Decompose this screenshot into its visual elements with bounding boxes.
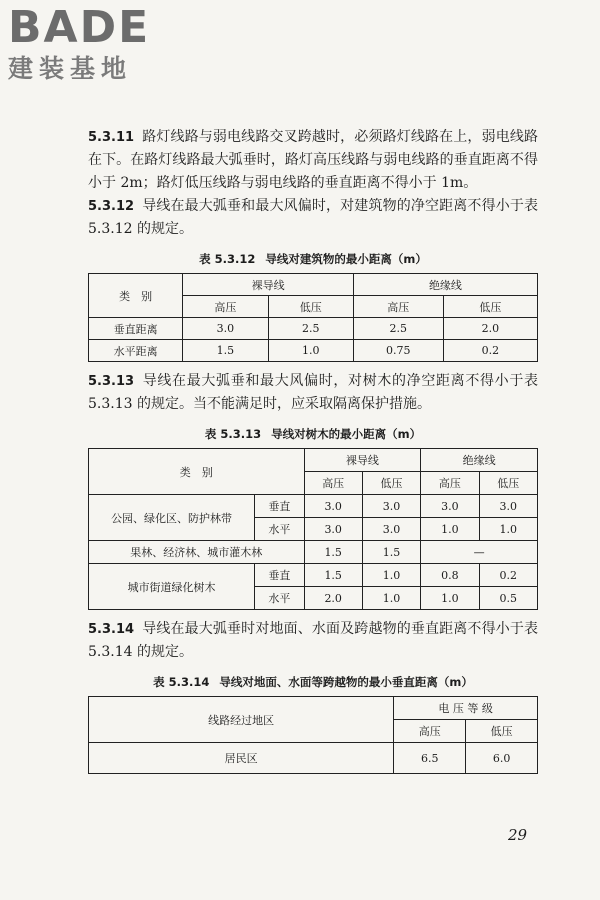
row-label: 公园、绿化区、防护林带: [89, 495, 255, 541]
table-number: 表 5.3.13: [204, 427, 262, 441]
cell: 1.5: [183, 340, 268, 362]
table-5-3-14: [88, 696, 538, 774]
table-5-3-13-caption: [88, 426, 538, 442]
row-label: 城市街道绿化树木: [89, 564, 255, 610]
cell: 6.5: [394, 743, 466, 774]
header-low-voltage: 低压: [479, 472, 537, 495]
cell: 1.5: [304, 564, 362, 587]
cell: 0.2: [479, 564, 537, 587]
clause-text: 导线在最大弧垂和最大风偏时，对树木的净空距离不得小于表 5.3.13 的规定。当不能满足时，应采取隔离保护措施。: [88, 373, 538, 412]
table-row: [89, 340, 538, 362]
table-row: [89, 318, 538, 340]
header-high-voltage: 高压: [421, 472, 479, 495]
clause-text: 导线在最大弧垂和最大风偏时，对建筑物的净空距离不得小于表 5.3.12 的规定。: [88, 198, 538, 237]
logo-chinese: 建装基地: [8, 54, 133, 83]
page-content: [88, 126, 538, 774]
page-number: 29: [508, 826, 528, 844]
cell: 1.0: [362, 564, 420, 587]
header-voltage-level: 电 压 等 级: [394, 697, 538, 720]
cell: 1.0: [421, 587, 479, 610]
cell: 6.0: [466, 743, 538, 774]
clause-number: 5.3.11: [88, 130, 135, 145]
cell: 1.5: [362, 541, 420, 564]
clause-number: 5.3.14: [88, 622, 135, 637]
header-category: 类 别: [89, 274, 183, 318]
table-number: 表 5.3.12: [199, 252, 256, 266]
row-label: 居民区: [89, 743, 394, 774]
sub-label: 水平: [255, 587, 304, 610]
cell-not-applicable: —: [421, 541, 538, 564]
table-title: 导线对地面、水面等跨越物的最小垂直距离（m）: [219, 675, 473, 689]
header-low-voltage: 低压: [443, 296, 537, 318]
cell: 3.0: [362, 495, 420, 518]
header-high-voltage: 高压: [353, 296, 443, 318]
clause-text: 导线在最大弧垂时对地面、水面及跨越物的垂直距离不得小于表 5.3.14 的规定。: [88, 621, 538, 660]
header-low-voltage: 低压: [466, 720, 538, 743]
logo-latin: BADE: [8, 2, 151, 53]
row-label: 垂直距离: [89, 318, 183, 340]
cell: 1.5: [304, 541, 362, 564]
cell: 1.0: [479, 518, 537, 541]
sub-label: 水平: [255, 518, 304, 541]
header-route-area: 线路经过地区: [89, 697, 394, 743]
cell: 3.0: [304, 518, 362, 541]
row-label: 果林、经济林、城市灌木林: [89, 541, 305, 564]
clause-text: 路灯线路与弱电线路交叉跨越时，必须路灯线路在上，弱电线路在下。在路灯线路最大弧垂时，路灯高压线路与弱电线路的垂直距离不得小于 2m；路灯低压线路与弱电线路的垂直距离不得小于 1m。: [88, 129, 538, 191]
cell: 1.0: [421, 518, 479, 541]
cell: 1.0: [268, 340, 353, 362]
logo: [8, 4, 150, 84]
clause-5-3-13: [88, 370, 538, 416]
header-high-voltage: 高压: [394, 720, 466, 743]
cell: 1.0: [362, 587, 420, 610]
header-high-voltage: 高压: [183, 296, 268, 318]
header-low-voltage: 低压: [362, 472, 420, 495]
table-5-3-12: [88, 273, 538, 362]
clause-number: 5.3.12: [88, 199, 135, 214]
clause-5-3-12: [88, 195, 538, 241]
table-row: [89, 495, 538, 518]
header-bare-conductor: 裸导线: [183, 274, 354, 296]
cell: 0.2: [443, 340, 537, 362]
cell: 0.75: [353, 340, 443, 362]
clause-number: 5.3.13: [88, 374, 135, 389]
header-low-voltage: 低压: [268, 296, 353, 318]
table-number: 表 5.3.14: [153, 675, 210, 689]
cell: 3.0: [362, 518, 420, 541]
cell: 3.0: [421, 495, 479, 518]
header-insulated-wire: 绝缘线: [421, 449, 538, 472]
cell: 2.0: [443, 318, 537, 340]
cell: 2.5: [268, 318, 353, 340]
sub-label: 垂直: [255, 564, 304, 587]
table-5-3-13: [88, 448, 538, 610]
header-bare-conductor: 裸导线: [304, 449, 421, 472]
cell: 2.0: [304, 587, 362, 610]
clause-5-3-14: [88, 618, 538, 664]
header-high-voltage: 高压: [304, 472, 362, 495]
table-title: 导线对建筑物的最小距离（m）: [265, 252, 427, 266]
header-category: 类 别: [89, 449, 305, 495]
table-row: [89, 564, 538, 587]
table-row: [89, 541, 538, 564]
row-label: 水平距离: [89, 340, 183, 362]
cell: 0.5: [479, 587, 537, 610]
cell: 0.8: [421, 564, 479, 587]
cell: 3.0: [183, 318, 268, 340]
table-row: [89, 743, 538, 774]
header-insulated-wire: 绝缘线: [353, 274, 537, 296]
cell: 3.0: [479, 495, 537, 518]
sub-label: 垂直: [255, 495, 304, 518]
cell: 2.5: [353, 318, 443, 340]
clause-5-3-11: [88, 126, 538, 195]
table-5-3-12-caption: [88, 251, 538, 267]
table-title: 导线对树木的最小距离（m）: [271, 427, 422, 441]
table-5-3-14-caption: [88, 674, 538, 690]
cell: 3.0: [304, 495, 362, 518]
